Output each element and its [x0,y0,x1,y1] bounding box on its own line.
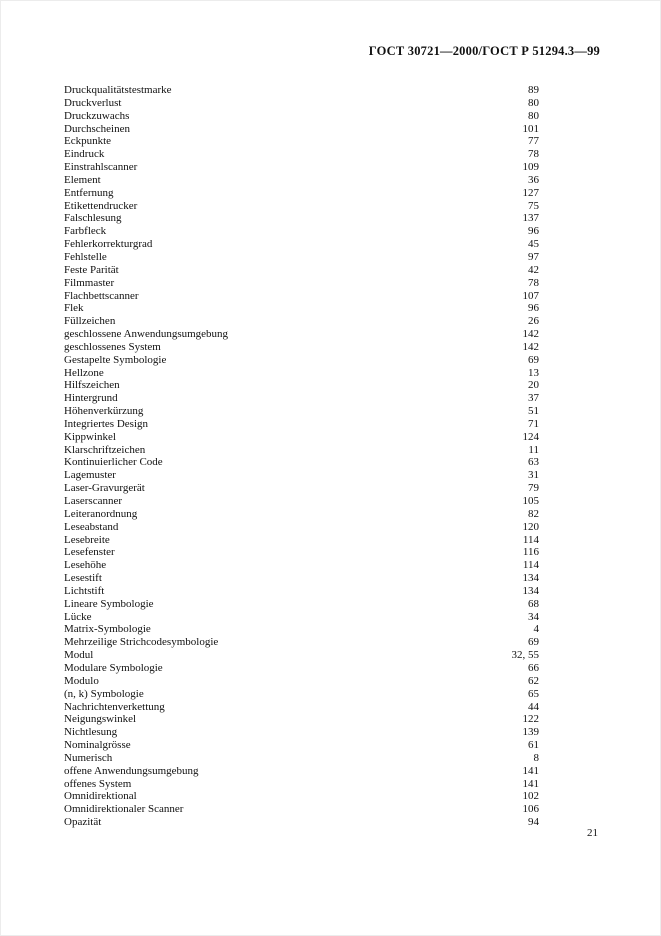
index-page-ref: 13 [528,366,539,379]
index-term: Kippwinkel [64,430,116,443]
index-entry [64,174,539,187]
index-page-ref: 77 [528,135,539,148]
index-term: Omnidirektional [64,790,137,803]
index-entry [64,200,539,213]
index-entry [64,302,539,315]
index-entry [64,238,539,251]
index-page-ref: 62 [528,674,539,687]
index-term: Farbfleck [64,225,107,238]
index-term: Höhenverkürzung [64,405,144,418]
index-entry [64,623,539,636]
index-entry [64,225,539,238]
index-page-ref: 139 [522,726,539,739]
index-term: Nominalgrösse [64,739,131,752]
index-term: Lineare Symbologie [64,597,154,610]
index-term: Druckqualitätstestmarke [64,84,172,96]
index-page-ref: 134 [522,572,539,585]
index-entry [64,572,539,585]
index-page-ref: 94 [528,816,539,829]
index-page-ref: 101 [522,122,539,135]
index-entry [64,418,539,431]
index-entry [64,212,539,225]
index-entry [64,546,539,559]
index-entry [64,816,539,829]
index-entry [64,84,539,97]
document-header-title: ГОСТ 30721—2000/ГОСТ Р 51294.3—99 [368,44,600,58]
index-entry [64,726,539,739]
index-entry [64,110,539,123]
index-page-ref: 122 [522,713,539,726]
index-entry [64,405,539,418]
index-page-ref: 127 [522,186,539,199]
index-page-ref: 96 [528,302,539,315]
index-page-ref: 105 [522,495,539,507]
index-page-ref: 61 [528,739,539,752]
index-term: Etikettendrucker [64,199,138,212]
index-page-ref: 114 [522,533,539,546]
index-entry [64,803,539,816]
index-term: Fehlerkorrekturgrad [64,238,153,251]
index-term: Filmmaster [64,276,115,289]
index-page-ref: 114 [522,559,539,572]
index-page-ref: 32, 55 [511,649,539,662]
index-entry [64,161,539,174]
index-entry [64,636,539,649]
index-term: Durchscheinen [64,122,130,135]
index-term: Modulare Symbologie [64,661,163,674]
index-page-ref: 8 [533,751,539,764]
index-term: offenes System [64,777,132,790]
index-entry [64,135,539,148]
index-entry [64,328,539,341]
index-page-ref: 141 [522,764,539,777]
index-entry [64,354,539,367]
index-entry [64,508,539,521]
index-page-ref: 26 [528,315,539,328]
index-term: Flachbettscanner [64,289,139,302]
index-page-ref: 44 [528,700,539,713]
index-page-ref: 68 [528,597,539,610]
index-entry [64,148,539,161]
index-page-ref: 71 [528,417,539,430]
index-term: offene Anwendungsumgebung [64,764,199,777]
index-entry [64,482,539,495]
index-entry [64,495,539,508]
index-term: Kontinuierlicher Code [64,456,163,469]
index-term: Falschlesung [64,212,122,225]
index-entry [64,521,539,534]
index-page-ref: 66 [528,661,539,674]
index-entry [64,611,539,624]
index-page-ref: 79 [528,482,539,495]
index-entry [64,688,539,701]
index-entry [64,341,539,354]
index-entry [64,456,539,469]
index-page-ref: 51 [528,405,539,418]
index-entry [64,277,539,290]
index-page-ref: 11 [528,443,539,456]
index-term: Element [64,173,101,186]
index-page-ref: 120 [522,520,539,533]
index-term: Leiteranordnung [64,507,138,520]
index-term: Fehlstelle [64,250,107,263]
index-term: Leseabstand [64,520,119,533]
index-term: Druckzuwachs [64,109,130,122]
index-term: Omnidirektionaler Scanner [64,803,184,816]
index-term: Druckverlust [64,96,122,109]
index-term: (n, k) Symbologie [64,687,144,700]
index-page-ref: 96 [528,225,539,238]
index-page-ref: 97 [528,250,539,263]
index-page-ref: 109 [522,161,539,174]
index-term: Laserscanner [64,495,123,507]
index-page-ref: 142 [522,340,539,353]
index-entry [64,315,539,328]
index-page-ref: 89 [528,84,539,96]
index-page-ref: 106 [522,803,539,816]
index-page-ref: 75 [528,199,539,212]
index-entry [64,739,539,752]
index-term: Lesefenster [64,546,115,559]
index-term: Modulo [64,674,99,687]
index-entry [64,431,539,444]
index-entry [64,444,539,457]
index-term: Laser-Gravurgerät [64,482,145,495]
index-term: Numerisch [64,751,113,764]
index-page-ref: 34 [528,610,539,623]
index-term: Hintergrund [64,392,118,405]
index-term: Nichtlesung [64,726,118,739]
index-term: Klarschriftzeichen [64,443,146,456]
index-page-ref: 134 [522,584,539,597]
index-page-ref: 69 [528,353,539,366]
index-term: Mehrzeilige Strichcodesymbologie [64,636,219,649]
index-page-ref: 42 [528,263,539,276]
index-term: Hellzone [64,366,104,379]
index-term: Eindruck [64,148,105,161]
index-entry [64,367,539,380]
index-page-ref: 69 [528,636,539,649]
index-term: geschlossenes System [64,340,161,353]
index-term: Lichtstift [64,584,105,597]
index-entry [64,701,539,714]
index-term: Lesehöhe [64,559,107,572]
index-entry [64,187,539,200]
index-entry [64,752,539,765]
index-entry [64,778,539,791]
index-entry [64,598,539,611]
index-page-ref: 141 [522,777,539,790]
index-entry [64,251,539,264]
index-entry [64,713,539,726]
index-entry [64,559,539,572]
index-page-ref: 107 [522,289,539,302]
index-page-ref: 78 [528,276,539,289]
index-entry [64,392,539,405]
page-number: 21 [587,827,598,839]
index-page-ref: 80 [528,96,539,109]
index-entry [64,649,539,662]
index-page-ref: 78 [528,148,539,161]
index-page-ref: 124 [522,430,539,443]
index-page-ref: 137 [522,212,539,225]
index-page-ref: 65 [528,687,539,700]
index-term: Feste Parität [64,263,119,276]
index-term: Füllzeichen [64,315,116,328]
index-entry [64,790,539,803]
index-page-ref: 37 [528,392,539,405]
index-term: Lesebreite [64,533,110,546]
index-page-ref: 63 [528,456,539,469]
index-entry [64,97,539,110]
index-page-ref: 142 [522,328,539,341]
index-term: Entfernung [64,186,114,199]
index-term: Lagemuster [64,469,116,482]
index-page-ref: 45 [528,238,539,251]
index-entry [64,662,539,675]
index-entry [64,123,539,136]
index-page-ref: 102 [522,790,539,803]
index-term: Hilfszeichen [64,379,120,392]
index-term: Gestapelte Symbologie [64,353,167,366]
index-page-ref: 20 [528,379,539,392]
index-page-ref: 4 [533,623,539,636]
index-term: Neigungswinkel [64,713,137,726]
index-list [64,84,539,829]
index-page-ref: 82 [528,507,539,520]
index-entry [64,264,539,277]
index-term: Matrix-Symbologie [64,623,151,636]
index-entry [64,469,539,482]
index-page-ref: 31 [528,469,539,482]
index-term: Lesestift [64,572,102,585]
index-term: Opazität [64,816,102,829]
index-term: Lücke [64,610,92,623]
index-entry [64,765,539,778]
index-page-ref: 116 [522,546,539,559]
index-term: Flek [64,302,84,315]
index-entry [64,534,539,547]
index-term: Einstrahlscanner [64,161,138,174]
index-page-ref: 80 [528,109,539,122]
index-entry [64,585,539,598]
index-term: Nachrichtenverkettung [64,700,165,713]
index-term: Modul [64,649,94,662]
index-entry [64,675,539,688]
index-entry [64,379,539,392]
index-term: geschlossene Anwendungsumgebung [64,328,229,341]
index-term: Eckpunkte [64,135,112,148]
index-term: Integriertes Design [64,417,148,430]
index-entry [64,290,539,303]
index-page-ref: 36 [528,173,539,186]
